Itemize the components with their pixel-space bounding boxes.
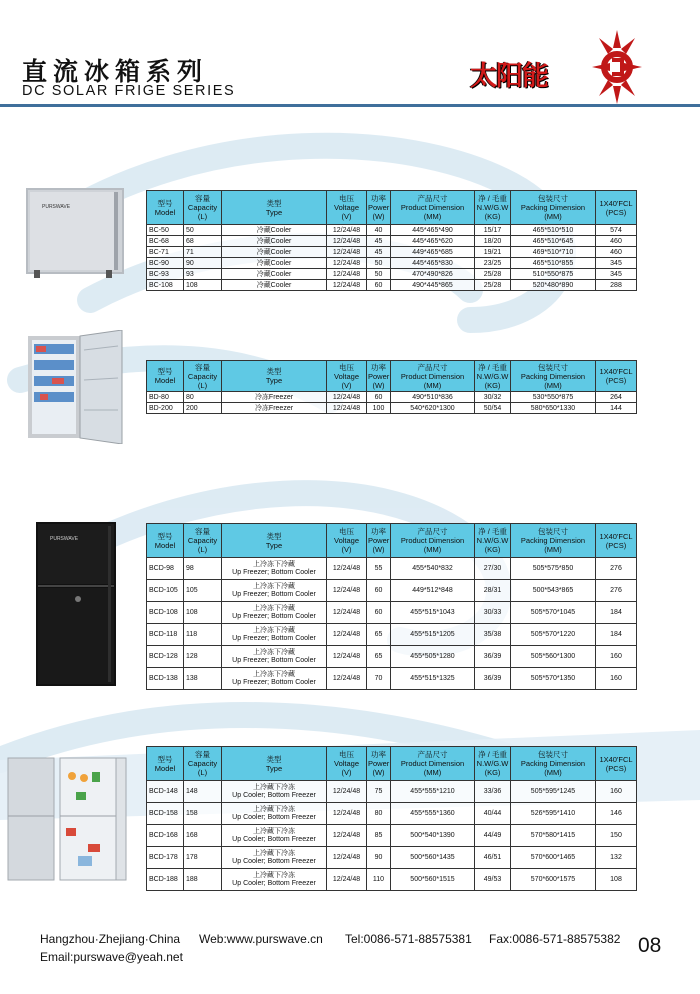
col-capacity: 容量 Capacity (L) bbox=[184, 747, 222, 781]
cell-power: 65 bbox=[367, 624, 391, 646]
cell-weight: 33/36 bbox=[475, 781, 511, 803]
type-chinese: 上冷冻下冷藏 bbox=[253, 604, 295, 612]
col-type: 类型 Type bbox=[222, 191, 327, 225]
product-image-single-door-cooler bbox=[20, 184, 128, 282]
cell-fcl: 345 bbox=[596, 269, 637, 280]
cell-weight: 27/30 bbox=[475, 558, 511, 580]
cell-fcl: 460 bbox=[596, 247, 637, 258]
cell-model: BCD-138 bbox=[147, 668, 184, 690]
cell-type bbox=[222, 869, 327, 891]
cell-dimension: 540*620*1300 bbox=[391, 403, 475, 414]
table-row bbox=[147, 668, 637, 690]
type-chinese: 上冷冻下冷藏 bbox=[253, 626, 295, 634]
type-chinese: 上冷藏下冷冻 bbox=[253, 871, 295, 879]
cell-dimension: 490*510*836 bbox=[391, 392, 475, 403]
cell-model: BCD-118 bbox=[147, 624, 184, 646]
cell-packing: 469*510*710 bbox=[511, 247, 596, 258]
col-type: 类型 Type bbox=[222, 747, 327, 781]
cell-fcl: 184 bbox=[596, 624, 637, 646]
cell-fcl: 345 bbox=[596, 258, 637, 269]
table-row bbox=[147, 825, 637, 847]
cell-model: BCD-158 bbox=[147, 803, 184, 825]
cell-capacity: 71 bbox=[184, 247, 222, 258]
cell-type bbox=[222, 781, 327, 803]
cell-power: 60 bbox=[367, 280, 391, 291]
col-weight: 净 / 毛重 N.W/G.W (KG) bbox=[475, 747, 511, 781]
cell-voltage: 12/24/48 bbox=[327, 646, 367, 668]
type-english: Up Freezer; Bottom Cooler bbox=[232, 656, 316, 664]
cell-dimension: 500*560*1515 bbox=[391, 869, 475, 891]
cell-weight: 18/20 bbox=[475, 236, 511, 247]
type-chinese: 上冷冻下冷藏 bbox=[253, 670, 295, 678]
col-weight: 净 / 毛重 N.W/G.W (KG) bbox=[475, 524, 511, 558]
cell-power: 65 bbox=[367, 646, 391, 668]
col-model: 型号 Model bbox=[147, 191, 184, 225]
cell-fcl: 264 bbox=[596, 392, 637, 403]
cell-fcl: 144 bbox=[596, 403, 637, 414]
col-fcl: 1X40'FCL (PCS) bbox=[596, 524, 637, 558]
cell-power: 60 bbox=[367, 392, 391, 403]
col-packing: 包装尺寸 Packing Dimension (MM) bbox=[511, 191, 596, 225]
cell-dimension: 500*560*1435 bbox=[391, 847, 475, 869]
col-packing: 包装尺寸 Packing Dimension (MM) bbox=[511, 361, 596, 392]
type-english: Up Freezer; Bottom Cooler bbox=[232, 568, 316, 576]
cell-type: 冷藏Cooler bbox=[222, 247, 327, 258]
product-image-upright-freezer bbox=[22, 330, 128, 444]
cell-power: 85 bbox=[367, 825, 391, 847]
table-row bbox=[147, 624, 637, 646]
cell-type: 冷冻Freezer bbox=[222, 392, 327, 403]
table-row bbox=[147, 247, 637, 258]
cell-packing: 570*600*1575 bbox=[511, 869, 596, 891]
cell-weight: 25/28 bbox=[475, 269, 511, 280]
cell-voltage: 12/24/48 bbox=[327, 781, 367, 803]
cell-packing: 580*650*1330 bbox=[511, 403, 596, 414]
cell-power: 70 bbox=[367, 668, 391, 690]
cell-fcl: 160 bbox=[596, 646, 637, 668]
cell-voltage: 12/24/48 bbox=[327, 847, 367, 869]
col-fcl: 1X40'FCL (PCS) bbox=[596, 361, 637, 392]
sun-icon bbox=[592, 30, 642, 104]
table-row bbox=[147, 646, 637, 668]
type-chinese: 上冷藏下冷冻 bbox=[253, 805, 295, 813]
cell-model: BCD-188 bbox=[147, 869, 184, 891]
col-weight: 净 / 毛重 N.W/G.W (KG) bbox=[475, 361, 511, 392]
table-row bbox=[147, 392, 637, 403]
cell-dimension: 445*465*490 bbox=[391, 225, 475, 236]
cell-fcl: 160 bbox=[596, 781, 637, 803]
type-chinese: 上冷藏下冷冻 bbox=[253, 849, 295, 857]
brand-label: PURSWAVE bbox=[42, 204, 71, 210]
cell-voltage: 12/24/48 bbox=[327, 668, 367, 690]
cell-type: 冷藏Cooler bbox=[222, 258, 327, 269]
cell-power: 60 bbox=[367, 602, 391, 624]
cell-type bbox=[222, 847, 327, 869]
cell-weight: 44/49 bbox=[475, 825, 511, 847]
cell-dimension: 455*515*1205 bbox=[391, 624, 475, 646]
type-english: Up Freezer; Bottom Cooler bbox=[232, 678, 316, 686]
cell-capacity: 200 bbox=[184, 403, 222, 414]
cell-capacity: 98 bbox=[184, 558, 222, 580]
type-english: Up Cooler; Bottom Freezer bbox=[232, 791, 316, 799]
cell-voltage: 12/24/48 bbox=[327, 403, 367, 414]
cell-power: 45 bbox=[367, 247, 391, 258]
cell-weight: 50/54 bbox=[475, 403, 511, 414]
cell-fcl: 276 bbox=[596, 580, 637, 602]
cell-capacity: 118 bbox=[184, 624, 222, 646]
col-model: 型号 Model bbox=[147, 361, 184, 392]
type-english: Up Cooler; Bottom Freezer bbox=[232, 813, 316, 821]
cell-type: 冷藏Cooler bbox=[222, 225, 327, 236]
col-weight: 净 / 毛重 N.W/G.W (KG) bbox=[475, 191, 511, 225]
col-voltage: 电压 Voltage (V) bbox=[327, 747, 367, 781]
cell-voltage: 12/24/48 bbox=[327, 580, 367, 602]
table-row bbox=[147, 236, 637, 247]
cell-power: 50 bbox=[367, 258, 391, 269]
col-fcl: 1X40'FCL (PCS) bbox=[596, 747, 637, 781]
type-chinese: 上冷冻下冷藏 bbox=[253, 648, 295, 656]
cell-dimension: 500*540*1390 bbox=[391, 825, 475, 847]
cell-packing: 505*570*1220 bbox=[511, 624, 596, 646]
cell-packing: 505*570*1045 bbox=[511, 602, 596, 624]
cell-weight: 35/38 bbox=[475, 624, 511, 646]
cell-dimension: 455*555*1360 bbox=[391, 803, 475, 825]
type-english: Up Freezer; Bottom Cooler bbox=[232, 612, 316, 620]
cell-model: BCD-128 bbox=[147, 646, 184, 668]
cell-packing: 505*570*1350 bbox=[511, 668, 596, 690]
table-row bbox=[147, 258, 637, 269]
footer-location: Hangzhou·Zhejiang·China bbox=[40, 932, 181, 946]
cell-fcl: 132 bbox=[596, 847, 637, 869]
cell-power: 60 bbox=[367, 580, 391, 602]
type-english: Up Freezer; Bottom Cooler bbox=[232, 634, 316, 642]
cell-packing: 520*480*890 bbox=[511, 280, 596, 291]
cell-fcl: 184 bbox=[596, 602, 637, 624]
cell-packing: 570*580*1415 bbox=[511, 825, 596, 847]
cell-type: 冷藏Cooler bbox=[222, 269, 327, 280]
col-dimension: 产品尺寸 Product Dimension (MM) bbox=[391, 191, 475, 225]
cell-weight: 30/32 bbox=[475, 392, 511, 403]
type-english: Up Cooler; Bottom Freezer bbox=[232, 835, 316, 843]
spec-table-up-freezer-bottom-cooler bbox=[146, 523, 637, 690]
cell-capacity: 50 bbox=[184, 225, 222, 236]
cell-model: BCD-105 bbox=[147, 580, 184, 602]
brand-label: PURSWAVE bbox=[50, 536, 79, 542]
cell-type bbox=[222, 624, 327, 646]
type-chinese: 上冷冻下冷藏 bbox=[253, 560, 295, 568]
table-row bbox=[147, 225, 637, 236]
cell-fcl: 160 bbox=[596, 668, 637, 690]
cell-weight: 15/17 bbox=[475, 225, 511, 236]
col-packing: 包装尺寸 Packing Dimension (MM) bbox=[511, 524, 596, 558]
cell-capacity: 148 bbox=[184, 781, 222, 803]
table-row bbox=[147, 781, 637, 803]
col-power: 功率 Power (W) bbox=[368, 362, 390, 390]
cell-weight: 49/53 bbox=[475, 869, 511, 891]
cell-voltage: 12/24/48 bbox=[327, 225, 367, 236]
type-english: Up Cooler; Bottom Freezer bbox=[232, 857, 316, 865]
type-english: Up Cooler; Bottom Freezer bbox=[232, 879, 316, 887]
cell-model: BCD-178 bbox=[147, 847, 184, 869]
col-power: 功率 Power (W) bbox=[367, 524, 391, 558]
cell-dimension: 455*555*1210 bbox=[391, 781, 475, 803]
cell-capacity: 128 bbox=[184, 646, 222, 668]
cell-power: 45 bbox=[367, 236, 391, 247]
footer-email[interactable]: Email:purswave@yeah.net bbox=[40, 950, 183, 964]
cell-model: BC-93 bbox=[147, 269, 184, 280]
cell-capacity: 105 bbox=[184, 580, 222, 602]
cell-capacity: 168 bbox=[184, 825, 222, 847]
col-dimension: 产品尺寸 Product Dimension (MM) bbox=[391, 361, 475, 392]
cell-model: BCD-98 bbox=[147, 558, 184, 580]
cell-voltage: 12/24/48 bbox=[327, 392, 367, 403]
cell-model: BD-200 bbox=[147, 403, 184, 414]
col-model: 型号 Model bbox=[147, 524, 184, 558]
product-image-black-double-door-fridge bbox=[32, 518, 122, 690]
cell-dimension: 470*490*826 bbox=[391, 269, 475, 280]
cell-power: 50 bbox=[367, 269, 391, 280]
col-packing: 包装尺寸 Packing Dimension (MM) bbox=[511, 747, 596, 781]
cell-dimension: 449*512*848 bbox=[391, 580, 475, 602]
cell-voltage: 12/24/48 bbox=[327, 602, 367, 624]
table-row bbox=[147, 869, 637, 891]
cell-dimension: 455*540*832 bbox=[391, 558, 475, 580]
cell-packing: 530*550*875 bbox=[511, 392, 596, 403]
cell-type bbox=[222, 646, 327, 668]
cell-capacity: 108 bbox=[184, 280, 222, 291]
cell-dimension: 455*505*1280 bbox=[391, 646, 475, 668]
cell-voltage: 12/24/48 bbox=[327, 825, 367, 847]
footer-fax: Fax:0086-571-88575382 bbox=[489, 932, 621, 946]
col-capacity: 容量 Capacity (L) bbox=[184, 191, 222, 225]
cell-dimension: 490*445*865 bbox=[391, 280, 475, 291]
cell-power: 100 bbox=[367, 403, 391, 414]
cell-fcl: 108 bbox=[596, 869, 637, 891]
cell-power: 90 bbox=[367, 847, 391, 869]
cell-packing: 505*575*850 bbox=[511, 558, 596, 580]
type-english: Up Freezer; Bottom Cooler bbox=[232, 590, 316, 598]
cell-model: BCD-148 bbox=[147, 781, 184, 803]
cell-capacity: 108 bbox=[184, 602, 222, 624]
cell-fcl: 460 bbox=[596, 236, 637, 247]
cell-capacity: 158 bbox=[184, 803, 222, 825]
cell-packing: 500*543*865 bbox=[511, 580, 596, 602]
cell-capacity: 80 bbox=[184, 392, 222, 403]
table-row bbox=[147, 280, 637, 291]
cell-voltage: 12/24/48 bbox=[327, 624, 367, 646]
col-dimension: 产品尺寸 Product Dimension (MM) bbox=[391, 524, 475, 558]
footer-website[interactable]: Web:www.purswave.cn bbox=[199, 932, 323, 946]
cell-voltage: 12/24/48 bbox=[327, 247, 367, 258]
cell-voltage: 12/24/48 bbox=[327, 236, 367, 247]
cell-type bbox=[222, 558, 327, 580]
cell-power: 80 bbox=[367, 803, 391, 825]
product-image-silver-double-door-fridge bbox=[4, 752, 128, 884]
col-capacity: 容量 Capacity (L) bbox=[184, 361, 222, 392]
cell-voltage: 12/24/48 bbox=[327, 869, 367, 891]
col-type: 类型 Type bbox=[222, 361, 327, 392]
cell-packing: 526*595*1410 bbox=[511, 803, 596, 825]
cell-capacity: 138 bbox=[184, 668, 222, 690]
table-row bbox=[147, 847, 637, 869]
cell-power: 40 bbox=[367, 225, 391, 236]
cell-type bbox=[222, 803, 327, 825]
cell-type: 冷藏Cooler bbox=[222, 236, 327, 247]
cell-packing: 505*595*1245 bbox=[511, 781, 596, 803]
cell-weight: 36/39 bbox=[475, 646, 511, 668]
cell-voltage: 12/24/48 bbox=[327, 258, 367, 269]
cell-model: BC-71 bbox=[147, 247, 184, 258]
spec-table-freezer bbox=[146, 360, 637, 414]
footer-telephone: Tel:0086-571-88575381 bbox=[345, 932, 472, 946]
cell-fcl: 276 bbox=[596, 558, 637, 580]
cell-model: BC-90 bbox=[147, 258, 184, 269]
cell-fcl: 574 bbox=[596, 225, 637, 236]
cell-model: BC-68 bbox=[147, 236, 184, 247]
spec-table-up-cooler-bottom-freezer bbox=[146, 746, 637, 891]
cell-type bbox=[222, 580, 327, 602]
cell-power: 55 bbox=[367, 558, 391, 580]
page-title-chinese: 直流冰箱系列 bbox=[22, 57, 209, 86]
cell-type bbox=[222, 668, 327, 690]
col-power: 功率 Power (W) bbox=[367, 747, 391, 781]
table-row bbox=[147, 803, 637, 825]
type-chinese: 上冷藏下冷冻 bbox=[253, 783, 295, 791]
col-voltage: 电压 Voltage (V) bbox=[327, 191, 367, 225]
cell-type: 冷藏Cooler bbox=[222, 280, 327, 291]
col-voltage: 电压 Voltage (V) bbox=[327, 524, 367, 558]
cell-power: 75 bbox=[367, 781, 391, 803]
cell-model: BD-80 bbox=[147, 392, 184, 403]
cell-dimension: 445*465*830 bbox=[391, 258, 475, 269]
cell-capacity: 178 bbox=[184, 847, 222, 869]
cell-fcl: 150 bbox=[596, 825, 637, 847]
cell-weight: 36/39 bbox=[475, 668, 511, 690]
cell-voltage: 12/24/48 bbox=[327, 803, 367, 825]
cell-weight: 40/44 bbox=[475, 803, 511, 825]
cell-dimension: 455*515*1043 bbox=[391, 602, 475, 624]
cell-dimension: 449*465*685 bbox=[391, 247, 475, 258]
cell-capacity: 93 bbox=[184, 269, 222, 280]
cell-model: BC-108 bbox=[147, 280, 184, 291]
cell-weight: 46/51 bbox=[475, 847, 511, 869]
col-type: 类型 Type bbox=[222, 524, 327, 558]
col-power: 功率 Power (W) bbox=[367, 191, 391, 225]
cell-packing: 465*510*510 bbox=[511, 225, 596, 236]
cell-model: BCD-168 bbox=[147, 825, 184, 847]
table-row bbox=[147, 403, 637, 414]
col-fcl: 1X40'FCL (PCS) bbox=[596, 191, 637, 225]
cell-weight: 19/21 bbox=[475, 247, 511, 258]
cell-voltage: 12/24/48 bbox=[327, 269, 367, 280]
cell-type bbox=[222, 825, 327, 847]
cell-packing: 510*550*875 bbox=[511, 269, 596, 280]
cell-capacity: 68 bbox=[184, 236, 222, 247]
cell-dimension: 445*465*620 bbox=[391, 236, 475, 247]
col-model: 型号 Model bbox=[147, 747, 184, 781]
table-row bbox=[147, 269, 637, 280]
col-capacity: 容量 Capacity (L) bbox=[184, 524, 222, 558]
table-row bbox=[147, 602, 637, 624]
cell-type: 冷冻Freezer bbox=[222, 403, 327, 414]
cell-capacity: 90 bbox=[184, 258, 222, 269]
cell-dimension: 455*515*1325 bbox=[391, 668, 475, 690]
brand-logo bbox=[470, 28, 640, 106]
cell-packing: 465*510*645 bbox=[511, 236, 596, 247]
col-voltage: 电压 Voltage (V) bbox=[327, 361, 367, 392]
type-chinese: 上冷藏下冷冻 bbox=[253, 827, 295, 835]
cell-weight: 28/31 bbox=[475, 580, 511, 602]
page-number: 08 bbox=[638, 934, 662, 957]
cell-fcl: 288 bbox=[596, 280, 637, 291]
cell-power: 110 bbox=[367, 869, 391, 891]
cell-capacity: 188 bbox=[184, 869, 222, 891]
table-row bbox=[147, 558, 637, 580]
cell-model: BC-50 bbox=[147, 225, 184, 236]
cell-voltage: 12/24/48 bbox=[327, 280, 367, 291]
cell-packing: 465*510*855 bbox=[511, 258, 596, 269]
spec-table-single-door bbox=[146, 190, 637, 291]
col-dimension: 产品尺寸 Product Dimension (MM) bbox=[391, 747, 475, 781]
type-chinese: 上冷冻下冷藏 bbox=[253, 582, 295, 590]
cell-weight: 23/25 bbox=[475, 258, 511, 269]
cell-model: BCD-108 bbox=[147, 602, 184, 624]
cell-weight: 25/28 bbox=[475, 280, 511, 291]
cell-voltage: 12/24/48 bbox=[327, 558, 367, 580]
page-title-english: DC SOLAR FRIGE SERIES bbox=[22, 83, 236, 99]
cell-type bbox=[222, 602, 327, 624]
cell-fcl: 146 bbox=[596, 803, 637, 825]
cell-packing: 505*560*1300 bbox=[511, 646, 596, 668]
cell-weight: 30/33 bbox=[475, 602, 511, 624]
cell-packing: 570*600*1465 bbox=[511, 847, 596, 869]
table-row bbox=[147, 580, 637, 602]
logo-text: 太阳能 bbox=[470, 61, 548, 92]
